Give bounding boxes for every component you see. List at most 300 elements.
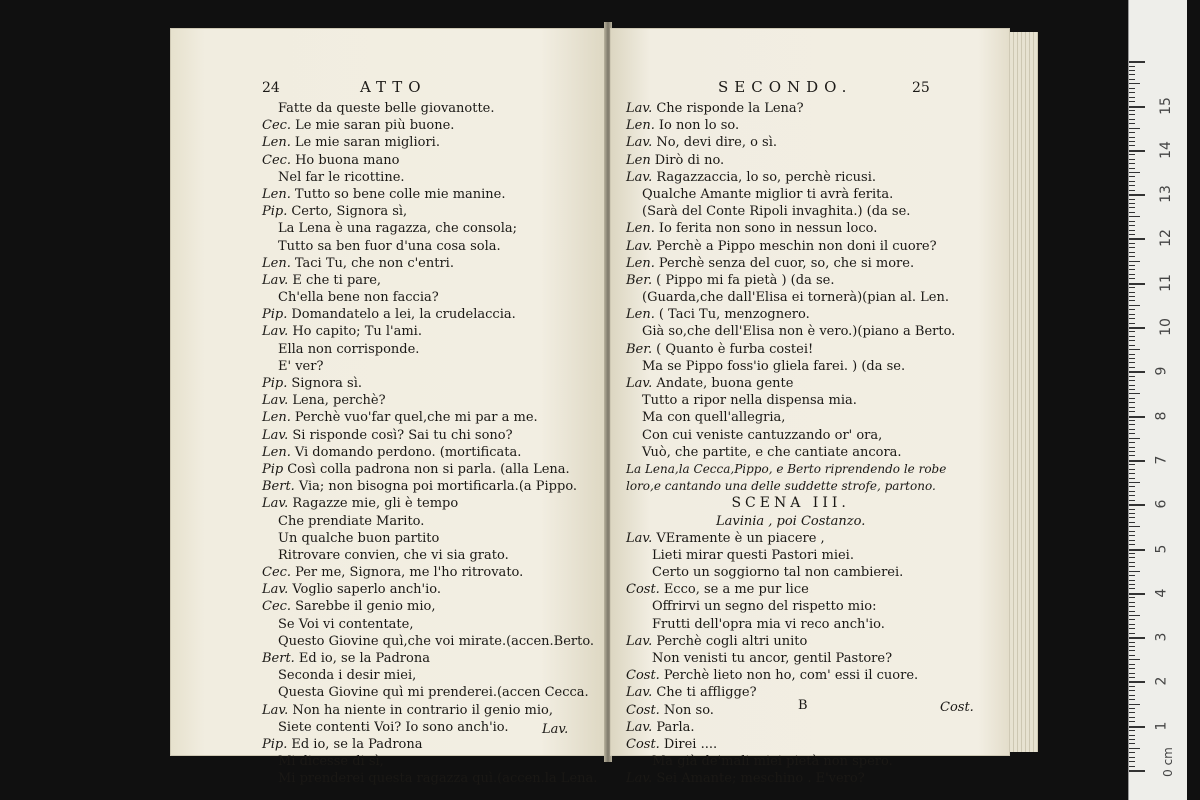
text-line: [626, 409, 955, 426]
ruler-tick: [1129, 717, 1135, 718]
text-line: [262, 564, 597, 581]
speaker-label: Len.: [262, 444, 291, 460]
ruler-tick: [1129, 664, 1135, 665]
speaker-label: Bert.: [262, 479, 295, 495]
ruler-tick: [1129, 119, 1135, 120]
line-text: Ed io, se la Padrona: [291, 736, 423, 752]
text-line: [262, 513, 597, 530]
line-text: Ragazzaccia, lo so, perchè ricusi.: [656, 169, 876, 185]
ruler-tick: [1129, 504, 1145, 506]
ruler-tick: [1129, 238, 1145, 240]
catchword: Cost.: [940, 700, 974, 715]
text-line: [626, 152, 955, 169]
ruler-tick: [1129, 416, 1145, 418]
text-line: [626, 667, 955, 684]
speaker-label: Lav.: [626, 530, 653, 546]
ruler-tick: [1129, 757, 1135, 758]
speaker-label: Cost.: [626, 736, 660, 752]
line-text: Non ha niente in contrario il genio mio,: [292, 702, 553, 718]
text-line: [262, 753, 597, 770]
line-text: Tutto a ripor nella dispensa mia.: [642, 393, 857, 409]
speaker-label: Pip.: [262, 204, 288, 220]
ruler-tick: [1129, 141, 1135, 142]
ruler-tick: [1129, 735, 1135, 736]
text-line: [262, 100, 597, 117]
speaker-label: Ber.: [626, 341, 653, 357]
ruler-tick: [1129, 588, 1135, 589]
speaker-label: Lav.: [626, 771, 653, 787]
ruler-tick: [1129, 743, 1135, 744]
ruler-tick: [1129, 473, 1135, 474]
ruler-tick: [1129, 336, 1135, 337]
text-line: [262, 117, 597, 134]
line-text: Certo, Signora sì,: [291, 204, 408, 220]
ruler-tick: [1129, 761, 1135, 762]
ruler-tick: [1129, 203, 1135, 204]
ruler-tick: [1129, 327, 1145, 329]
line-text: Io ferita non sono in nessun loco.: [658, 221, 878, 237]
text-block: [626, 100, 955, 788]
line-text: Si risponde così? Sai tu chi sono?: [292, 427, 513, 443]
text-line: [262, 478, 597, 495]
text-line: [262, 341, 597, 358]
ruler-tick: [1129, 216, 1140, 217]
line-text: Ritrovare convien, che vi sia grato.: [278, 547, 509, 563]
ruler-tick: [1129, 354, 1135, 355]
line-text: Ma se Pippo foss'io gliela farei. ) (da se.: [642, 358, 906, 374]
text-line: [626, 770, 955, 787]
text-line: [262, 169, 597, 186]
ruler-tick: [1129, 486, 1135, 487]
ruler-number: 13: [1157, 185, 1174, 204]
ruler-tick: [1129, 145, 1135, 146]
line-text: ( Pippo mi fa pietà ) (da se.: [656, 272, 835, 288]
text-line: [262, 684, 597, 701]
line-text: Ed io, se la Padrona: [298, 651, 430, 666]
text-line: [262, 375, 597, 392]
line-text: Direi ....: [663, 736, 718, 752]
ruler-tick: [1129, 323, 1135, 324]
line-text: Non venisti tu ancor, gentil Pastore?: [652, 651, 893, 666]
line-text: Ho buona mano: [295, 152, 400, 168]
line-text: E che ti pare,: [292, 272, 382, 288]
ruler-tick: [1129, 283, 1145, 285]
ruler-tick: [1129, 619, 1135, 620]
line-text: Vuò, che partite, e che cantiate ancora.: [642, 444, 902, 460]
text-line: [626, 169, 955, 186]
speaker-label: Pip: [262, 461, 284, 477]
ruler-tick: [1129, 748, 1140, 749]
ruler-tick: [1129, 66, 1135, 67]
page-edges: [1010, 32, 1038, 752]
line-text: Perchè a Pippo meschin non doni il cuore?: [656, 238, 937, 254]
line-text: Con cui veniste cantuzzando or' ora,: [642, 427, 883, 443]
measuring-ruler: [1128, 0, 1187, 800]
speaker-label: Ber.: [626, 272, 653, 288]
line-text: VEramente è un piacere ,: [656, 530, 825, 546]
line-text: Già so,che dell'Elisa non è vero.)(piano a Berto.: [642, 324, 956, 340]
ruler-tick: [1129, 677, 1135, 678]
ruler-tick: [1129, 447, 1135, 448]
line-text: Ella non corrisponde.: [278, 341, 420, 357]
text-line: [626, 323, 955, 340]
line-text: (Guarda,che dall'Elisa ei tornerà)(pian al. Len.: [642, 290, 949, 306]
line-text: Un qualche buon partito: [278, 530, 440, 546]
text-line: [262, 134, 597, 151]
ruler-tick: [1129, 137, 1135, 138]
ruler-tick: [1129, 721, 1135, 722]
ruler-tick: [1129, 181, 1135, 182]
scene-characters: Lavinia , poi Costanzo.: [715, 513, 866, 529]
text-line: [626, 598, 955, 615]
line-text: Seconda i desir miei,: [278, 668, 417, 684]
ruler-tick: [1129, 517, 1135, 518]
ruler-tick: [1129, 407, 1135, 408]
ruler-tick: [1129, 624, 1135, 625]
text-line: [262, 530, 597, 547]
line-text: Ecco, se a me pur lice: [663, 582, 809, 598]
text-line: [262, 392, 597, 409]
speaker-label: Lav.: [262, 496, 289, 512]
ruler-tick: [1129, 212, 1135, 213]
text-line: [626, 289, 955, 306]
text-line: [626, 753, 955, 770]
ruler-tick: [1129, 531, 1135, 532]
line-text: Dirò di no.: [654, 152, 725, 168]
ruler-tick: [1129, 540, 1135, 541]
text-line: [262, 547, 597, 564]
text-line: [626, 272, 955, 289]
ruler-tick: [1129, 655, 1135, 656]
ruler-tick: [1129, 230, 1135, 231]
ruler-tick: [1129, 553, 1135, 554]
ruler-tick: [1129, 509, 1135, 510]
ruler-tick: [1129, 132, 1135, 133]
ruler-tick: [1129, 699, 1135, 700]
line-text: Andate, buona gente: [656, 376, 794, 391]
ruler-tick: [1129, 367, 1135, 368]
stage-direction: La Lena,la Cecca,Pippo, e Berto riprendendo le robe: [626, 461, 947, 476]
ruler-number: 2: [1153, 676, 1170, 686]
ruler-tick: [1129, 611, 1135, 612]
ruler-number: 9: [1153, 366, 1170, 376]
text-line: [262, 495, 597, 512]
text-line: [626, 238, 955, 255]
ruler-tick: [1129, 292, 1135, 293]
line-text: Perchè cogli altri unito: [656, 633, 808, 649]
text-line: [262, 272, 597, 289]
speaker-label: Bert.: [262, 651, 295, 666]
text-line: [626, 616, 955, 633]
speaker-label: Lav.: [626, 719, 653, 735]
ruler-tick: [1129, 221, 1135, 222]
line-text: Voglio saperlo anch'io.: [292, 582, 441, 598]
text-line: [262, 186, 597, 203]
text-line: [626, 444, 955, 461]
speaker-label: Len.: [262, 135, 291, 151]
text-line: [262, 702, 597, 719]
line-text: Offrirvi un segno del rispetto mio:: [652, 599, 877, 615]
line-text: Domandatelo a lei, la crudelaccia.: [291, 307, 516, 323]
ruler-tick: [1129, 766, 1135, 767]
ruler-tick: [1129, 482, 1140, 483]
ruler-tick: [1129, 168, 1135, 169]
ruler-tick: [1129, 695, 1135, 696]
line-text: Ma già de'mali miei pietà non spero.: [652, 754, 893, 770]
ruler-tick: [1129, 70, 1135, 71]
line-text: Fatte da queste belle giovanotte.: [278, 101, 495, 116]
text-line: [626, 633, 955, 650]
speaker-label: Pip.: [262, 736, 288, 752]
text-line: [262, 444, 597, 461]
speaker-label: Lav.: [262, 272, 289, 288]
running-head: ATTO: [360, 78, 427, 96]
ruler-tick: [1129, 190, 1135, 191]
ruler-number: 11: [1157, 273, 1174, 292]
line-text: Che ti affligge?: [656, 685, 757, 701]
ruler-tick: [1129, 172, 1140, 173]
ruler-tick: [1129, 154, 1135, 155]
ruler-tick: [1129, 526, 1140, 527]
text-line: [626, 530, 955, 547]
line-text: Che risponde la Lena?: [656, 101, 804, 116]
line-text: Nel far le ricottine.: [278, 169, 405, 185]
ruler-number: 3: [1153, 632, 1170, 642]
ruler-tick: [1129, 668, 1135, 669]
ruler-tick: [1129, 455, 1135, 456]
line-text: Signora sì.: [291, 376, 363, 391]
ruler-tick: [1129, 770, 1145, 772]
line-text: Tutto so bene colle mie manine.: [294, 186, 506, 202]
text-line: [262, 633, 597, 650]
ruler-tick: [1129, 256, 1135, 257]
ruler-tick: [1129, 234, 1135, 235]
ruler-tick: [1129, 593, 1145, 595]
ruler-tick: [1129, 398, 1135, 399]
ruler-tick: [1129, 176, 1135, 177]
line-text: Certo un soggiorno tal non cambierei.: [652, 565, 904, 581]
speaker-label: Len.: [262, 255, 291, 271]
ruler-tick: [1129, 637, 1145, 639]
line-text: Mi prenderei questa ragazza quì.(accen.la Lena.: [278, 771, 598, 787]
ruler-tick: [1129, 575, 1135, 576]
ruler-number: 10: [1157, 318, 1174, 336]
line-text: Frutti dell'opra mia vi reco anch'io.: [652, 616, 885, 632]
line-text: Sei Amante; meschino . E'vero?: [656, 771, 865, 787]
ruler-tick: [1129, 349, 1140, 350]
ruler-tick: [1129, 739, 1135, 740]
ruler-tick: [1129, 300, 1135, 301]
line-text: Io non lo so.: [658, 118, 740, 134]
speaker-label: Len: [626, 152, 651, 168]
ruler-number: 7: [1153, 455, 1170, 465]
ruler-tick: [1129, 309, 1135, 310]
text-line: [262, 152, 597, 169]
text-line: [626, 341, 955, 358]
running-head: SECONDO.: [718, 78, 853, 96]
text-line: [262, 306, 597, 323]
text-line: [262, 598, 597, 615]
ruler-tick: [1129, 522, 1135, 523]
ruler-tick: [1129, 597, 1135, 598]
text-line: [262, 238, 597, 255]
ruler-tick: [1129, 345, 1135, 346]
speaker-label: Lav.: [262, 324, 289, 340]
speaker-label: Lav.: [262, 393, 289, 409]
text-line: [626, 702, 955, 719]
ruler-tick: [1129, 752, 1135, 753]
speaker-label: Len.: [626, 221, 655, 237]
speaker-label: Len.: [626, 307, 655, 323]
speaker-label: Cost.: [626, 668, 660, 684]
ruler-tick: [1129, 535, 1135, 536]
ruler-tick: [1129, 642, 1135, 643]
speaker-label: Lav.: [262, 702, 289, 718]
ruler-tick: [1129, 451, 1135, 452]
ruler-tick: [1129, 79, 1135, 80]
ruler-tick: [1129, 225, 1135, 226]
text-line: [262, 616, 597, 633]
speaker-label: Len.: [262, 186, 291, 202]
ruler-tick: [1129, 83, 1140, 84]
ruler-number: 14: [1157, 140, 1174, 159]
signature-mark: B: [798, 698, 808, 713]
ruler-tick: [1129, 478, 1135, 479]
ruler-unit-label: 0 cm: [1160, 747, 1175, 777]
ruler-tick: [1129, 362, 1135, 363]
open-book: [170, 22, 1040, 787]
ruler-tick: [1129, 580, 1135, 581]
ruler-tick: [1129, 92, 1135, 93]
speaker-label: Cec.: [262, 118, 292, 134]
ruler-tick: [1129, 128, 1140, 129]
ruler-tick: [1129, 442, 1135, 443]
text-line: [626, 564, 955, 581]
ruler-tick: [1129, 269, 1135, 270]
text-line: [626, 306, 955, 323]
ruler-tick: [1129, 110, 1135, 111]
ruler-tick: [1129, 513, 1135, 514]
text-line: [626, 134, 955, 151]
speaker-label: Lav.: [626, 376, 653, 391]
line-text: Ragazze mie, gli è tempo: [292, 496, 459, 512]
ruler-tick: [1129, 411, 1135, 412]
ruler-tick: [1129, 500, 1135, 501]
ruler-tick: [1129, 438, 1140, 439]
text-line: [262, 220, 597, 237]
ruler-tick: [1129, 106, 1145, 108]
line-text: Parla.: [656, 719, 695, 735]
text-line: [262, 203, 597, 220]
line-text: Qualche Amante miglior ti avrà ferita.: [642, 186, 894, 202]
line-text: Lena, perchè?: [292, 393, 386, 409]
ruler-tick: [1129, 185, 1135, 186]
speaker-label: Pip.: [262, 376, 288, 391]
ruler-tick: [1129, 261, 1140, 262]
ruler-tick: [1129, 712, 1135, 713]
ruler-tick: [1129, 318, 1135, 319]
ruler-tick: [1129, 566, 1135, 567]
line-text: Ma con quell'allegria,: [642, 410, 786, 426]
ruler-tick: [1129, 123, 1135, 124]
line-text: Se Voi vi contentate,: [278, 616, 414, 632]
ruler-tick: [1129, 194, 1145, 196]
text-line: [626, 100, 955, 117]
ruler-tick: [1129, 460, 1145, 462]
ruler-tick: [1129, 544, 1135, 545]
scene-heading: SCENA III.: [731, 495, 850, 512]
ruler-tick: [1129, 730, 1135, 731]
ruler-tick: [1129, 314, 1135, 315]
line-text: Tutto sa ben fuor d'una cosa sola.: [278, 238, 501, 254]
text-line: [262, 650, 597, 667]
ruler-number: 12: [1157, 229, 1174, 248]
text-line: [626, 427, 955, 444]
ruler-tick: [1129, 243, 1135, 244]
ruler-tick: [1129, 469, 1135, 470]
speaker-label: Cec.: [262, 565, 292, 581]
line-text: (Sarà del Conte Ripoli invaghita.) (da se.: [642, 204, 911, 220]
ruler-tick: [1129, 429, 1135, 430]
text-line: [626, 186, 955, 203]
line-text: Le mie saran migliori.: [294, 135, 440, 151]
page-number: 25: [912, 80, 930, 96]
ruler-tick: [1129, 420, 1135, 421]
text-line: [626, 220, 955, 237]
text-line: [262, 770, 597, 787]
ruler-tick: [1129, 557, 1135, 558]
line-text: Sarebbe il genio mio,: [295, 599, 436, 615]
ruler-tick: [1129, 199, 1135, 200]
ruler-tick: [1129, 686, 1135, 687]
text-line: [262, 255, 597, 272]
ruler-tick: [1129, 159, 1135, 160]
ruler-tick: [1129, 562, 1135, 563]
speaker-label: Lav.: [262, 582, 289, 598]
text-line: [626, 375, 955, 392]
ruler-tick: [1129, 331, 1135, 332]
ruler-tick: [1129, 389, 1135, 390]
ruler-tick: [1129, 402, 1135, 403]
text-block: [262, 100, 597, 788]
ruler-tick: [1129, 704, 1140, 705]
ruler-tick: [1129, 61, 1145, 63]
ruler-tick: [1129, 88, 1135, 89]
line-text: Taci Tu, che non c'entri.: [294, 255, 454, 271]
ruler-tick: [1129, 571, 1140, 572]
ruler-tick: [1129, 340, 1135, 341]
speaker-label: Len.: [626, 255, 655, 271]
ruler-tick: [1129, 385, 1135, 386]
text-line: [626, 358, 955, 375]
text-line: [626, 392, 955, 409]
ruler-number: 4: [1153, 588, 1170, 598]
ruler-tick: [1129, 726, 1145, 728]
line-text: Che prendiate Marito.: [278, 513, 425, 529]
text-line: [626, 581, 955, 598]
ruler-tick: [1129, 602, 1135, 603]
speaker-label: Cost.: [626, 702, 660, 718]
line-text: Siete contenti Voi? Io sono anch'io.: [278, 719, 509, 735]
line-text: Lieti mirar questi Pastori miei.: [652, 547, 854, 563]
ruler-tick: [1129, 549, 1145, 551]
line-text: Ho capito; Tu l'ami.: [292, 324, 422, 340]
text-line: [626, 719, 955, 736]
ruler-number: 6: [1153, 499, 1170, 509]
text-line: [626, 203, 955, 220]
text-line: [262, 736, 597, 753]
speaker-label: Lav.: [626, 169, 653, 185]
